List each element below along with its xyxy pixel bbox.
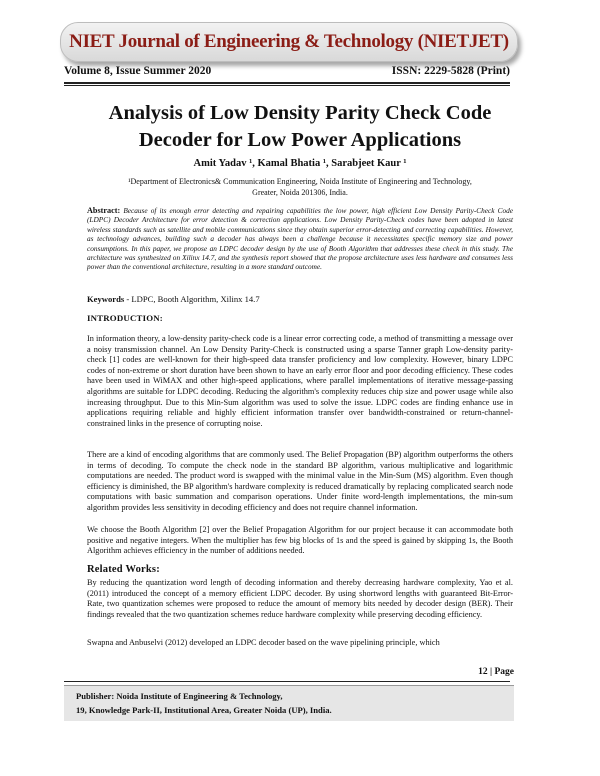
header-rule-thick (64, 82, 510, 84)
abstract-text: Because of its enough error detecting and repairing capabilities the low power, high efficient Low Density Parity-Check Code (LDPC) Decoder Architecture for error detection & correction applications. Low Density Parity-Check codes have been adopted in latest wireless standards such as satellite and mobile communications since they obtain superior error-detecting and correcting capabilities. However, as technology advances, building such a decoder has always been a challenge because it necessitates specific memory size and power consumptions. In this paper, we propose an LDPC decoder design by the use of Booth Algorithm that addresses these check in this study. The architecture was synthesized on Xilinx 14.7, and the synthesis report showed that the propose architecture uses less hardware and consumes less power than the conventional architecture, resulting in a more standard outcome. (87, 206, 513, 272)
journal-title: NIET Journal of Engineering & Technology (NIETJET) (69, 31, 509, 52)
footer-rule (64, 681, 510, 682)
paper-title-line1: Analysis of Low Density Parity Check Code (108, 102, 492, 124)
affiliation-line2: Greater, Noida 201306, India. (252, 188, 348, 197)
introduction-heading: INTRODUCTION: (87, 313, 163, 323)
related-works-paragraph-2: Swapna and Anbuselvi (2012) developed an LDPC decoder based on the wave pipelining principle, which (87, 638, 440, 647)
related-works-paragraph-1: By reducing the quantization word length of decoding information and thereby decreasing hardware complexity, Yao et al. (2011) introduced the concept of a memory efficient LDPC decoder. By using shortword lengths with guaranteed Bit-Error-Rate, two quantization schemes were proposed to reduce the amount of memory bits needed by decoder design (BER). Their findings revealed that the two quantization schemes reduce hardware complexity while preserving decoding efficiency. (87, 578, 513, 619)
authors: Amit Yadav ¹, Kamal Bhatia ¹, Sarabjeet Kaur ¹ (193, 158, 407, 169)
related-works-heading: Related Works: (87, 564, 160, 575)
introduction-paragraph-1: In information theory, a low-density parity-check code is a linear error correcting code, a method of transmitting a message over a noisy transmission channel. An Low Density Parity-Check is constructed using a sparse Tanner graph Low-density parity-check [1] codes are well-known for their high-speed data transfer proficiency and low complexity. However, binary LDPC codes of non-extreme or short duration have been shown to have an early error floor and poor decoding efficiency. These codes have been used in WiMAX and other high-speed applications, where parallel implementations of iterative message-passing algorithms are suitable for LDPC decoding. Reducing the algorithm's complexity reduces chip size and power usage while also increasing throughput. Due to this Min-Sum algorithm was used to solve the issue. LDPC codes are finding enhance use in applications requiring reliable and highly efficient information transfer over bandwidth-constrained or return-channel-constrained links in the presence of corrupting noise. (87, 334, 513, 428)
abstract-label: Abstract: (87, 206, 121, 215)
publisher-text: Publisher: Noida Institute of Engineering & Technology, (76, 691, 283, 701)
introduction-paragraph-2: There are a kind of encoding algorithms that are commonly used. The Belief Propagation (BP) algorithm outperforms the others in terms of decoding. To compute the check node in the standard BP algorithm, various multiplicative and logarithmic computations are needed. The product word is swapped with the minimal value in the Min-Sum (MS) algorithm. Even though efficiency is diminished, the BP algorithm's hardware complexity is reduced dramatically by replacing complicated search node computations with basic summation and comparison operations. Under finite word-length implementations, the min-sum algorithm provides less sensitivity in decoding efficiency and does not require channel information. (87, 450, 513, 512)
keywords-label: Keywords (87, 294, 125, 304)
abstract (87, 206, 513, 272)
page-number: 12 | Page (478, 667, 514, 677)
publisher-address: 19, Knowledge Park-II, Institutional Area, Greater Noida (UP), India. (76, 705, 332, 715)
keywords-text: - LDPC, Booth Algorithm, Xilinx 14.7 (124, 294, 260, 304)
introduction-paragraph-3: We choose the Booth Algorithm [2] over the Belief Propagation Algorithm for our project because it can accommodate both positive and negative integers. When the multiplier has few big blocks of 1s and the speed is gained by skipping 1s, the Booth Algorithm achieves efficiency in the number of additions needed. (87, 525, 513, 556)
publisher-footer (64, 685, 514, 721)
affiliation-line1: ¹Department of Electronics& Communication Engineering, Noida Institute of Engineering and Technology, (128, 177, 472, 186)
affiliation (120, 176, 480, 198)
paper-title (70, 100, 530, 154)
volume-text: Volume 8, Issue Summer 2020 (64, 65, 212, 77)
issn-text: ISSN: 2229-5828 (Print) (391, 65, 510, 77)
header-rule-thin (64, 85, 510, 86)
paper-title-line2: Decoder for Low Power Applications (138, 129, 462, 151)
keywords (87, 294, 260, 304)
journal-banner (60, 22, 518, 62)
volume-issn-line (64, 63, 510, 81)
